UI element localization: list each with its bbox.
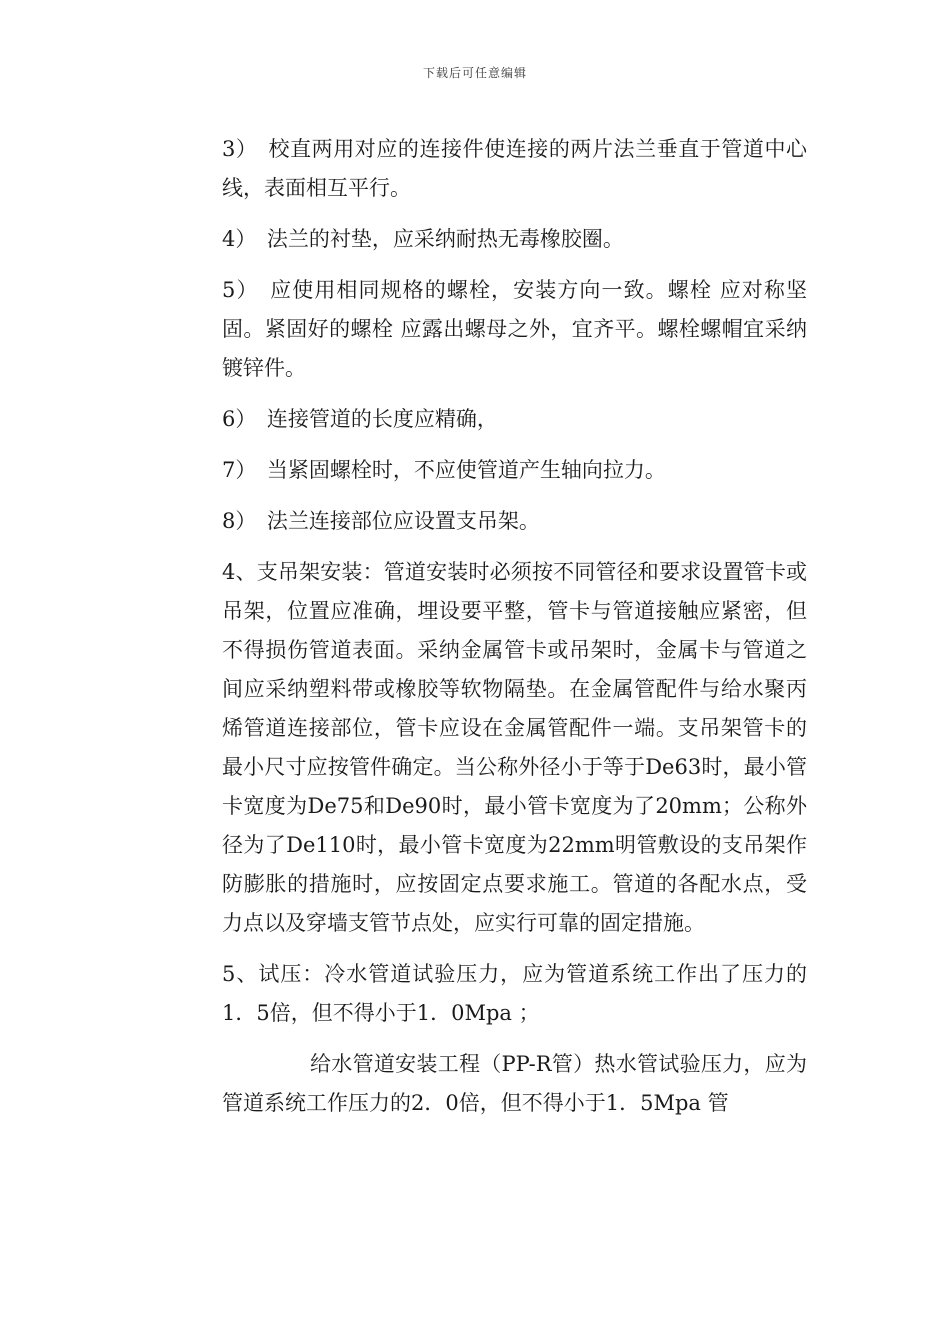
paragraph-item-4: 4） 法兰的衬垫，应采纳耐热无毒橡胶圈。 [222,227,624,251]
paragraph-pressure-test: 5、试压：冷水管道试验压力，应为管道系统工作出了压力的1．5倍，但不得小于1．0Mpa ； [222,962,807,1025]
paragraph-item-7: 7） 当紧固螺栓时，不应使管道产生轴向拉力。 [222,458,666,482]
paragraph-item-8: 8） 法兰连接部位应设置支吊架。 [222,509,540,533]
paragraph-item-3: 3） 校直两用对应的连接件使连接的两片法兰垂直于管道中心线，表面相互平行。 [222,137,807,200]
document-body [222,130,807,1123]
paragraph-item-5: 5） 应使用相同规格的螺栓，安装方向一致。螺栓 应对称坚固。紧固好的螺栓 应露出螺母之外，宜齐平。螺栓螺帽宜采纳镀锌件。 [222,278,807,380]
paragraph-hot-water-test: 给水管道安装工程（PP-R管）热水管试验压力，应为管道系统工作压力的2．0倍，但不得小于1．5Mpa 管 [222,1052,807,1115]
page-header: 下载后可任意编辑 [422,66,527,80]
paragraph-item-6: 6） 连接管道的长度应精确， [222,407,498,431]
paragraph-support-installation: 4、支吊架安装：管道安装时必须按不同管径和要求设置管卡或吊架，位置应准确，埋设要平整，管卡与管道接触应紧密，但不得损伤管道表面。采纳金属管卡或吊架时，金属卡与管道之间应采纳塑料带或橡胶等软物隔垫。在金属管配件与给水聚丙烯管道连接部位，管卡应设在金属管配件一端。支吊架管卡的最小尺寸应按管件确定。当公称外径小于等于De63时，最小管卡宽度为De75和De90时，最小管卡宽度为了20mm；公称外径为了De110时，最小管卡宽度为22mm明管敷设的支吊架作防膨胀的措施时，应按固定点要求施工。管道的各配水点，受力点以及穿墙支管节点处，应实行可靠的固定措施。 [222,560,807,935]
